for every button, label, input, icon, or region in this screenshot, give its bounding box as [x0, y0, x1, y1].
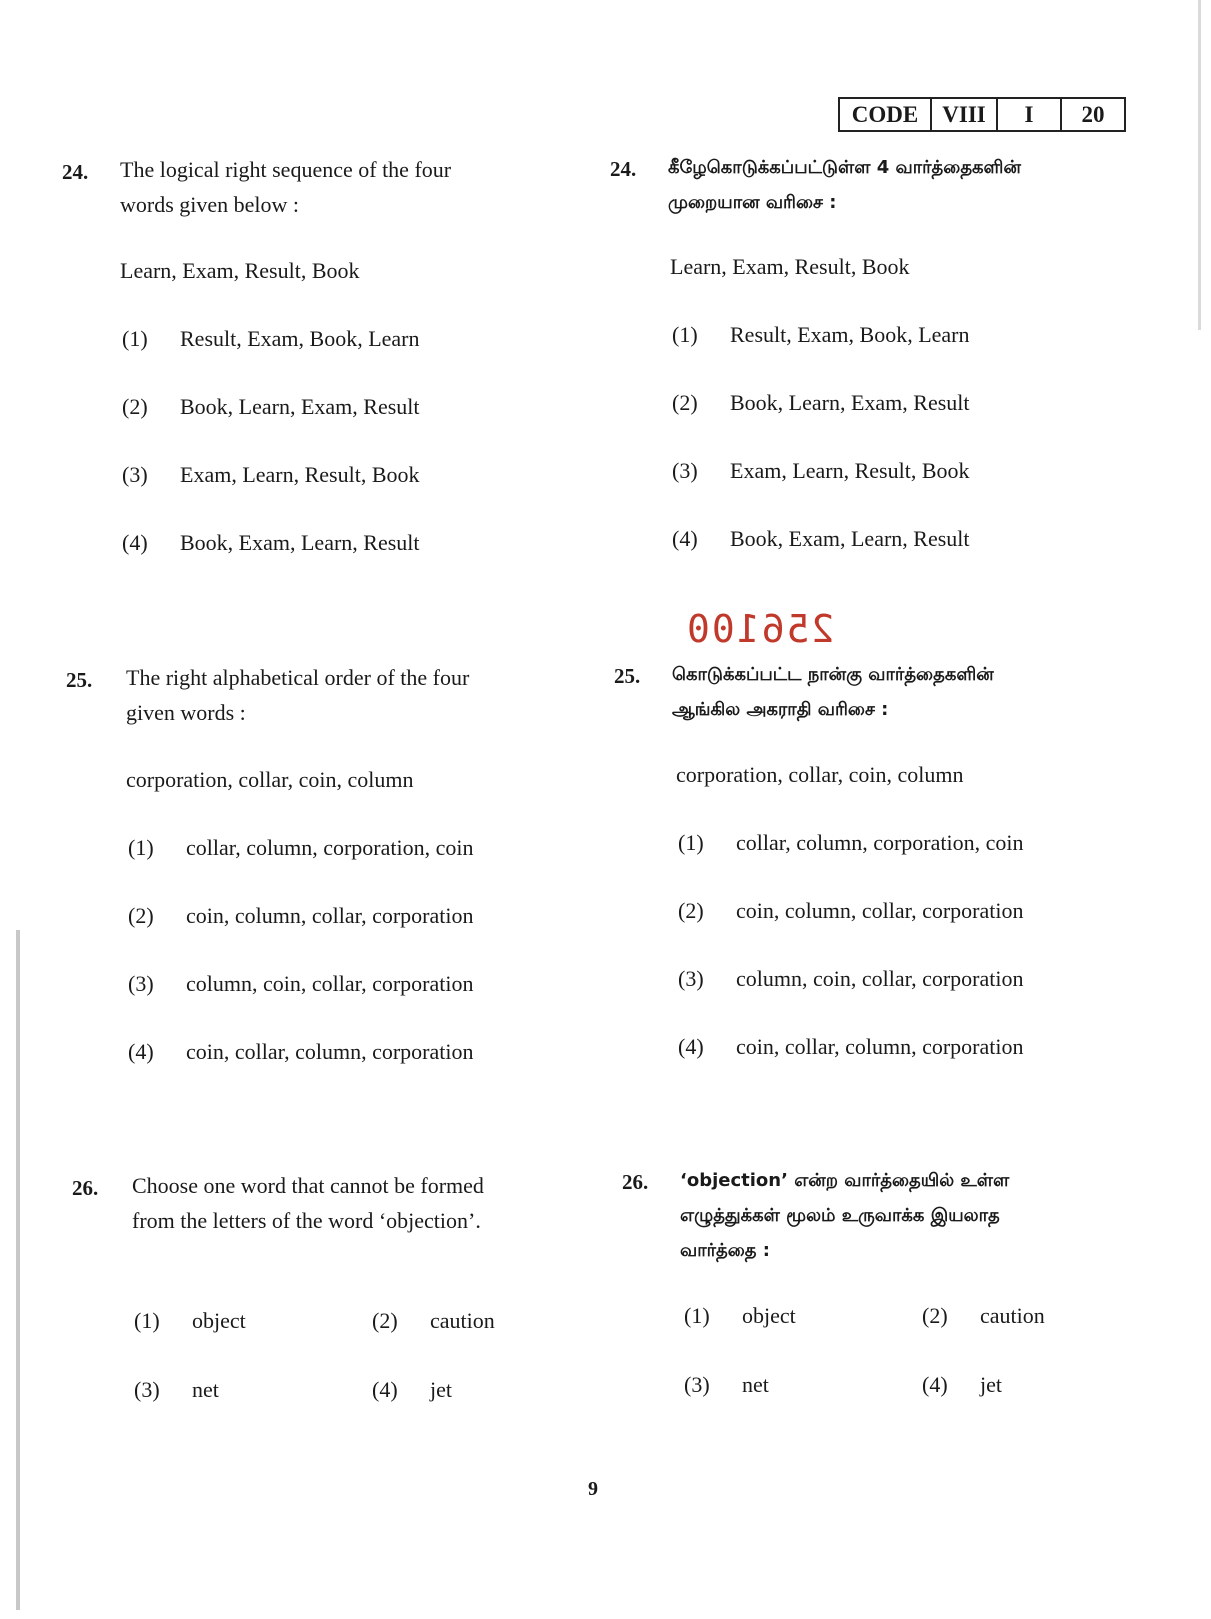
option-text: coin, column, collar, corporation [736, 898, 1024, 923]
option-number: (4) [672, 526, 698, 551]
english-column [0, 0, 600, 1619]
option-text: coin, column, collar, corporation [186, 903, 474, 928]
question-line: எழுத்துக்கள் மூலம் உருவாக்க இயலாத [680, 1205, 1000, 1226]
question-line: கீழேகொடுக்கப்பட்டுள்ள 4 வார்த்தைகளின் [668, 157, 1021, 178]
option-number: (1) [672, 322, 698, 347]
option-number: (3) [122, 462, 148, 487]
option [122, 326, 420, 352]
question-line: வார்த்தை : [680, 1240, 770, 1261]
code-label: CODE [840, 99, 932, 130]
tamil-column [600, 0, 1211, 1619]
given-words: Learn, Exam, Result, Book [120, 258, 360, 283]
option-number: (1) [684, 1303, 710, 1328]
option [134, 1377, 219, 1403]
option-text: Result, Exam, Book, Learn [180, 326, 420, 351]
option-text: Book, Learn, Exam, Result [730, 390, 970, 415]
question-number: 25. [66, 668, 93, 692]
given-words: corporation, collar, coin, column [126, 767, 414, 792]
question-line: given words : [126, 700, 246, 725]
option-text: Book, Learn, Exam, Result [180, 394, 420, 419]
question-line: The logical right sequence of the four [120, 157, 452, 182]
option-number: (2) [672, 390, 698, 415]
question-line: முறையான வரிசை : [668, 192, 837, 213]
option [128, 1039, 473, 1065]
option-number: (4) [128, 1039, 154, 1064]
question-line: from the letters of the word ‘objection’. [132, 1208, 481, 1233]
question-number: 26. [72, 1176, 99, 1200]
option-number: (2) [922, 1303, 948, 1328]
question-line: words given below : [120, 192, 300, 217]
option-text: Book, Exam, Learn, Result [180, 530, 420, 555]
option [922, 1372, 1002, 1398]
option-text: net [742, 1372, 769, 1397]
question-line: ஆங்கில அகராதி வரிசை : [672, 699, 889, 720]
option [122, 462, 420, 488]
option-text: collar, column, corporation, coin [736, 830, 1024, 855]
option [122, 394, 420, 420]
code-cell: VIII [932, 99, 998, 130]
option [672, 322, 970, 348]
option-number: (1) [122, 326, 148, 351]
question-line: கொடுக்கப்பட்ட நான்கு வார்த்தைகளின் [672, 664, 994, 685]
option-number: (2) [372, 1308, 398, 1333]
option-number: (1) [678, 830, 704, 855]
option [128, 971, 473, 997]
option-text: column, coin, collar, corporation [186, 971, 474, 996]
question-text [680, 1163, 1009, 1268]
option-number: (3) [672, 458, 698, 483]
option-number: (3) [684, 1372, 710, 1397]
page-number: 9 [588, 1478, 598, 1500]
option [922, 1303, 1045, 1329]
option-text: jet [980, 1372, 1002, 1397]
option-text: object [192, 1308, 246, 1333]
option-number: (4) [372, 1377, 398, 1402]
option-number: (3) [678, 966, 704, 991]
option-text: coin, collar, column, corporation [736, 1034, 1024, 1059]
question-text [132, 1168, 484, 1238]
question-line: Choose one word that cannot be formed [132, 1173, 484, 1198]
option [684, 1303, 796, 1329]
option-number: (4) [122, 530, 148, 555]
option-number: (3) [134, 1377, 160, 1402]
option [672, 526, 970, 552]
option-text: caution [430, 1308, 495, 1333]
question-line: The right alphabetical order of the four [126, 665, 470, 690]
option-number: (2) [678, 898, 704, 923]
option [134, 1308, 246, 1334]
option-number: (2) [122, 394, 148, 419]
serial-stamp: 256100 [685, 607, 835, 651]
option-number: (3) [128, 971, 154, 996]
option [678, 898, 1023, 924]
given-words: corporation, collar, coin, column [676, 762, 964, 787]
option-number: (1) [134, 1308, 160, 1333]
option [372, 1308, 495, 1334]
question-number: 26. [622, 1170, 649, 1194]
given-words: Learn, Exam, Result, Book [670, 254, 910, 279]
option [672, 458, 970, 484]
question-text [120, 152, 451, 222]
question-text [126, 660, 469, 730]
option-text: jet [430, 1377, 452, 1402]
option [678, 966, 1023, 992]
question-number: 24. [610, 157, 637, 181]
option-text: net [192, 1377, 219, 1402]
question-text [672, 657, 994, 727]
option [128, 835, 473, 861]
option-text: coin, collar, column, corporation [186, 1039, 474, 1064]
option [672, 390, 970, 416]
code-cell: I [998, 99, 1062, 130]
option-text: collar, column, corporation, coin [186, 835, 474, 860]
question-text [668, 150, 1021, 220]
option [122, 530, 420, 556]
option [678, 830, 1023, 856]
code-cell: 20 [1081, 101, 1105, 127]
option-number: (1) [128, 835, 154, 860]
option [678, 1034, 1023, 1060]
option-text: caution [980, 1303, 1045, 1328]
question-number: 25. [614, 664, 641, 688]
option [128, 903, 473, 929]
option-number: (2) [128, 903, 154, 928]
option-number: (4) [922, 1372, 948, 1397]
option-text: object [742, 1303, 796, 1328]
question-line: ‘objection’ என்ற வார்த்தையில் உள்ள [680, 1170, 1010, 1191]
question-number: 24. [62, 160, 89, 184]
option-text: column, coin, collar, corporation [736, 966, 1024, 991]
option-number: (4) [678, 1034, 704, 1059]
option-text: Result, Exam, Book, Learn [730, 322, 970, 347]
option [684, 1372, 769, 1398]
option-text: Exam, Learn, Result, Book [180, 462, 420, 487]
option [372, 1377, 452, 1403]
option-text: Book, Exam, Learn, Result [730, 526, 970, 551]
option-text: Exam, Learn, Result, Book [730, 458, 970, 483]
